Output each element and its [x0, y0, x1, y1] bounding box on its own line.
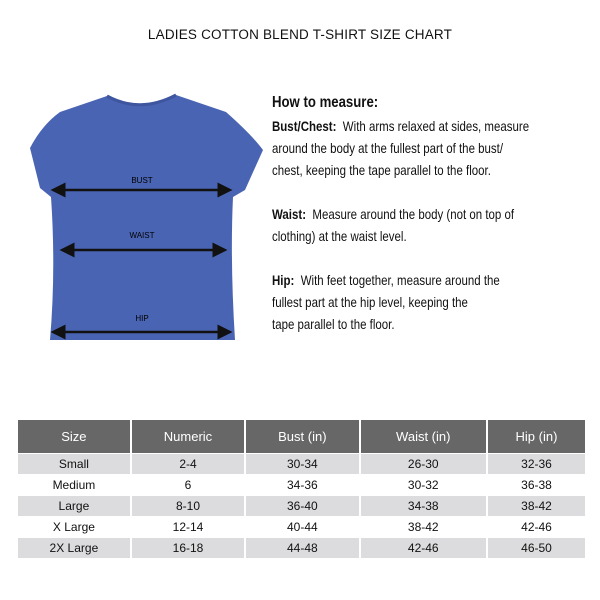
table-cell: 36-38	[487, 475, 585, 496]
table-row	[18, 475, 585, 496]
hip-term: Hip:	[272, 272, 295, 288]
table-cell: 8-10	[131, 496, 245, 517]
table-cell: Small	[18, 454, 131, 475]
table-cell: 32-36	[487, 454, 585, 475]
header-hip: Hip (in)	[487, 420, 585, 454]
header-waist: Waist (in)	[360, 420, 487, 454]
table-cell: 38-42	[360, 517, 487, 538]
table-cell: 40-44	[245, 517, 359, 538]
bust-term: Bust/Chest:	[272, 118, 337, 134]
table-row	[18, 496, 585, 517]
waist-text: Measure around the body (not on top of	[312, 206, 515, 222]
table-cell: 6	[131, 475, 245, 496]
instructions-heading: How to measure:	[272, 94, 379, 111]
table-row	[18, 538, 585, 559]
table-cell: 30-32	[360, 475, 487, 496]
bust-text: With arms relaxed at sides, measure	[342, 118, 530, 134]
hip-text: fullest part at the hip level, keeping the	[272, 294, 468, 310]
tshirt-shape	[30, 95, 263, 340]
hip-label: HIP	[135, 314, 149, 323]
waist-term: Waist:	[272, 206, 307, 222]
table-header-row	[18, 420, 585, 454]
table-cell: 30-34	[245, 454, 359, 475]
table-cell: 34-36	[245, 475, 359, 496]
bust-text: around the body at the fullest part of the bust/	[272, 140, 504, 156]
table-cell: 2-4	[131, 454, 245, 475]
table-cell: 36-40	[245, 496, 359, 517]
header-size: Size	[18, 420, 131, 454]
table-cell: Large	[18, 496, 131, 517]
table-row	[18, 517, 585, 538]
table-cell: 26-30	[360, 454, 487, 475]
table-row	[18, 454, 585, 475]
hip-text: With feet together, measure around the	[300, 272, 500, 288]
size-table	[18, 420, 585, 559]
measure-instructions	[272, 94, 592, 335]
table-cell: 34-38	[360, 496, 487, 517]
hip-text: tape parallel to the floor.	[272, 316, 395, 332]
table-cell: 16-18	[131, 538, 245, 559]
bust-label: BUST	[131, 176, 153, 185]
tshirt-diagram	[0, 0, 270, 350]
bust-text: chest, keeping the tape parallel to the floor.	[272, 162, 491, 178]
table-cell: 42-46	[487, 517, 585, 538]
table-cell: 44-48	[245, 538, 359, 559]
table-cell: 12-14	[131, 517, 245, 538]
waist-label: WAIST	[129, 231, 155, 240]
table-cell: 42-46	[360, 538, 487, 559]
table-cell: X Large	[18, 517, 131, 538]
header-bust: Bust (in)	[245, 420, 359, 454]
waist-text: clothing) at the waist level.	[272, 228, 407, 244]
chart-title: LADIES COTTON BLEND T-SHIRT SIZE CHART	[147, 27, 453, 42]
table-cell: 38-42	[487, 496, 585, 517]
table-cell: 2X Large	[18, 538, 131, 559]
header-numeric: Numeric	[131, 420, 245, 454]
table-cell: 46-50	[487, 538, 585, 559]
table-cell: Medium	[18, 475, 131, 496]
